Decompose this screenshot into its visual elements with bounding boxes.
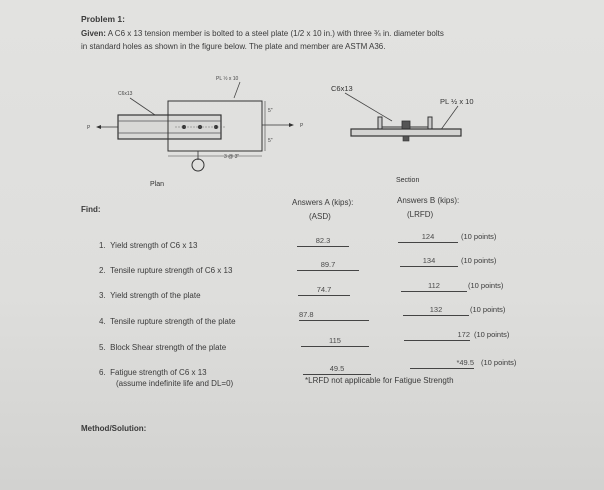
item-number: 6. [99, 368, 106, 377]
find-item [99, 266, 232, 275]
points-label: (10 points) [481, 358, 517, 367]
answer-a-field[interactable]: 49.5 [303, 364, 371, 375]
answer-b-field[interactable]: *49.5 [410, 358, 474, 369]
find-label: Find: [81, 205, 101, 214]
points-label: (10 points) [474, 330, 510, 339]
find-item-sub: (assume indefinite life and DL=0) [116, 379, 234, 388]
given-text-1: A C6 x 13 tension member is bolted to a steel plate (1/2 x 10 in.) with three ¾ in. diameter bolts [107, 29, 444, 38]
section-member-label: C6x13 [331, 84, 353, 93]
answer-a-field[interactable]: 74.7 [298, 285, 350, 296]
col-a-sub: (ASD) [309, 212, 331, 221]
find-item [99, 343, 226, 352]
points-label: (10 points) [461, 232, 497, 241]
answer-a-field[interactable]: 115 [301, 336, 369, 347]
item-text: Yield strength of C6 x 13 [110, 241, 198, 250]
find-item [99, 317, 236, 326]
dim-bottom-label: 5" [268, 138, 273, 144]
bolt-spacing-label: 3 @ 3" [224, 154, 240, 160]
answer-b-field[interactable]: 132 [403, 305, 469, 316]
section-plate-label: PL ½ x 10 [440, 97, 474, 106]
item-text: Block Shear strength of the plate [110, 343, 227, 352]
item-number: 5. [99, 343, 106, 352]
answer-b-field[interactable]: 134 [400, 256, 458, 267]
find-item [99, 241, 197, 250]
plan-caption: Plan [150, 181, 165, 188]
section-caption: Section [396, 177, 420, 184]
dim-top-label: 5" [268, 108, 273, 114]
section-view [331, 84, 474, 184]
item-text: Fatigue strength of C6 x 13 [110, 368, 207, 377]
item-text: Tensile rupture strength of the plate [110, 317, 236, 326]
col-a-header: Answers A (kips): [292, 198, 354, 207]
item-number: 3. [99, 291, 106, 300]
answer-b-field[interactable]: 112 [401, 281, 467, 292]
col-b-header: Answers B (kips): [397, 196, 460, 205]
item-number: 1. [99, 241, 106, 250]
answer-a-field[interactable]: 89.7 [297, 260, 359, 271]
find-item [99, 291, 201, 300]
connection-figure [0, 0, 604, 200]
col-b-sub: (LRFD) [407, 210, 434, 219]
answer-b-field[interactable]: 172 [404, 330, 470, 341]
find-item [99, 368, 207, 377]
plan-plate-label: PL ½ x 10 [216, 76, 239, 82]
answer-b-field[interactable]: 124 [398, 232, 458, 243]
support-pin-circle [192, 159, 204, 171]
given-label: Given: [81, 29, 106, 38]
load-left-label: P [87, 125, 91, 131]
problem-title: Problem 1: [81, 14, 125, 24]
points-label: (10 points) [468, 281, 504, 290]
item-number: 2. [99, 266, 106, 275]
item-text: Yield strength of the plate [110, 291, 201, 300]
answer-a-field[interactable]: 87.8 [299, 310, 369, 321]
item-text: Tensile rupture strength of C6 x 13 [110, 266, 233, 275]
load-right-label: P [300, 123, 304, 129]
given-line-2: in standard holes as shown in the figure below. The plate and member are ASTM A36. [81, 42, 386, 51]
method-solution-label: Method/Solution: [81, 424, 147, 433]
points-label: (10 points) [470, 305, 506, 314]
answer-a-field[interactable]: 82.3 [297, 236, 349, 247]
steel-plate-section [351, 129, 461, 136]
item-number: 4. [99, 317, 106, 326]
plan-member-label: C6x13 [118, 91, 133, 97]
lrfd-footnote: *LRFD not applicable for Fatigue Strength [305, 376, 454, 385]
points-label: (10 points) [461, 256, 497, 265]
plan-view [87, 75, 304, 188]
section-bolt [402, 121, 410, 129]
